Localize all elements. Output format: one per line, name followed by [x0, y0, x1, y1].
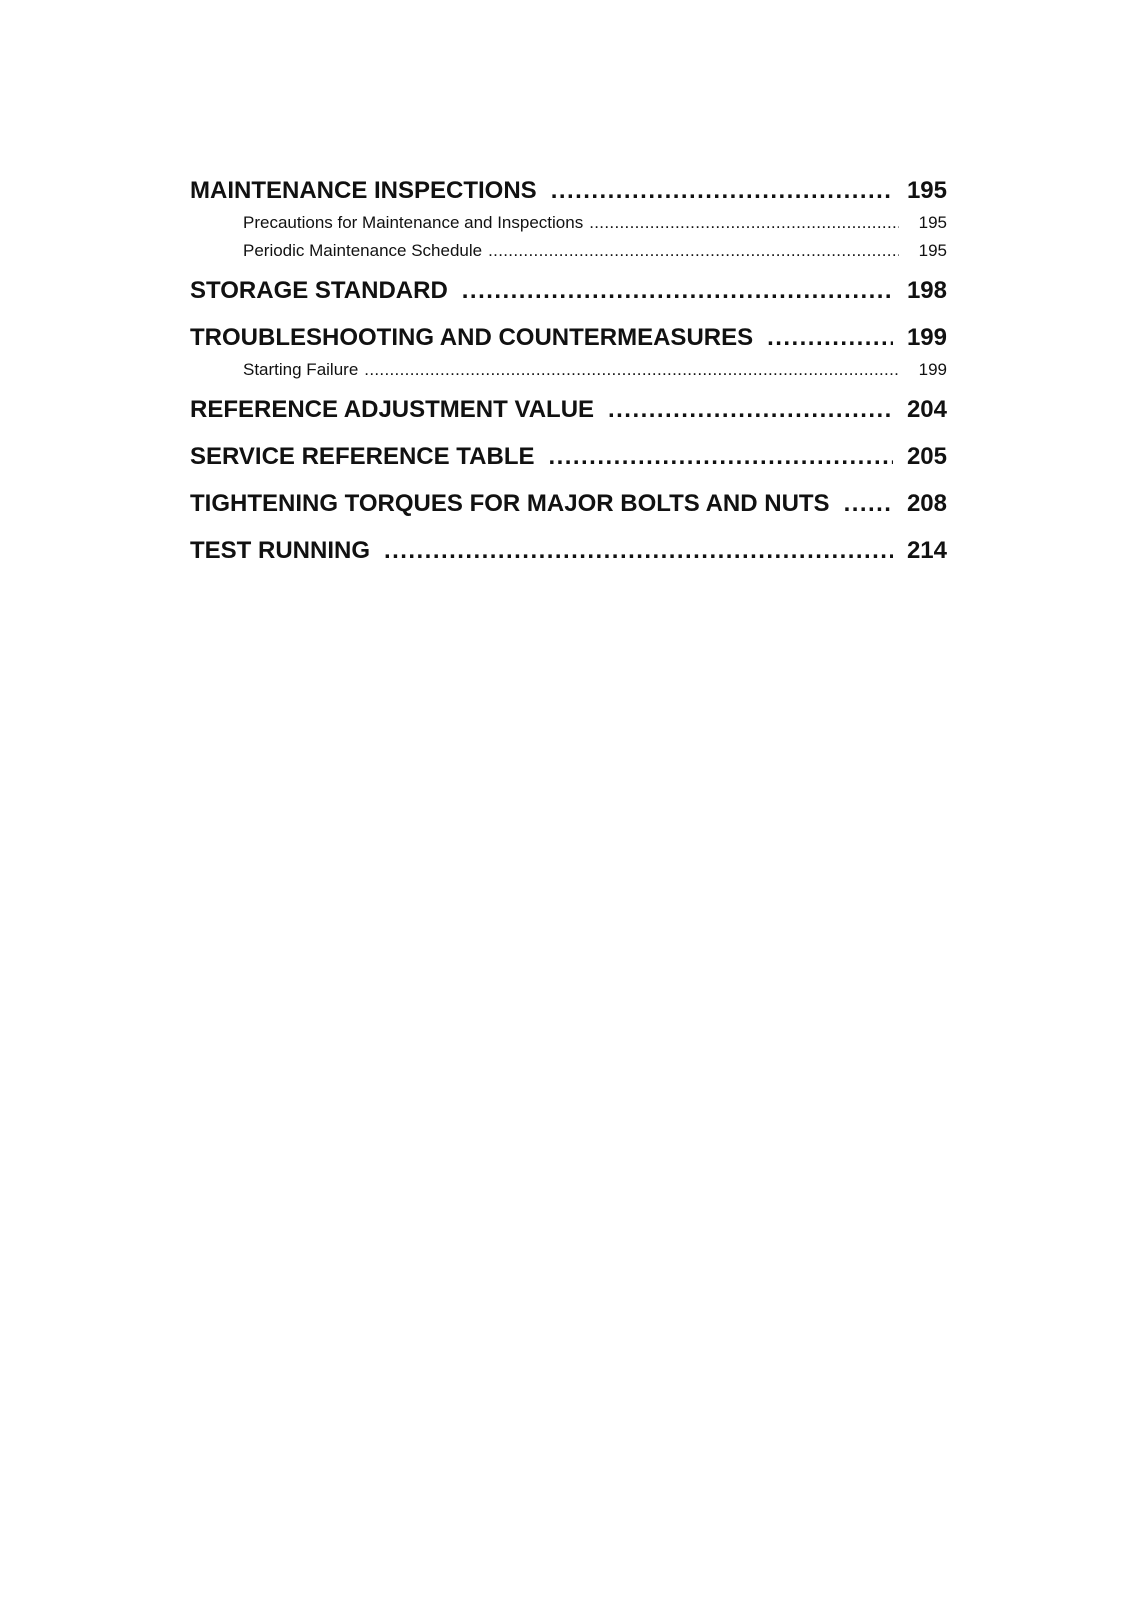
toc-entry-troubleshooting[interactable]: [190, 323, 947, 359]
toc-entry-service-reference-table[interactable]: [190, 442, 947, 489]
toc-subentry-page: 199: [918, 360, 947, 379]
toc-entry-page: 214: [906, 537, 947, 564]
dot-leader: [844, 489, 893, 519]
toc-entry-page: 208: [906, 490, 947, 517]
toc-entry-storage-standard[interactable]: [190, 276, 947, 323]
toc-subentry-title: Periodic Maintenance Schedule: [243, 241, 483, 260]
toc-entry-page: 205: [906, 443, 947, 470]
toc-entry-tightening-torques[interactable]: [190, 489, 947, 536]
toc-entry-title: STORAGE STANDARD: [190, 277, 448, 304]
toc-subentry-starting-failure[interactable]: [190, 359, 947, 387]
toc-subentry-page: 195: [918, 241, 947, 260]
toc-subentry-periodic-schedule[interactable]: [190, 240, 947, 268]
toc-entry-page: 204: [906, 396, 947, 423]
toc-entry-maintenance-inspections[interactable]: [190, 176, 947, 212]
dot-leader: [608, 395, 893, 425]
dot-leader: [462, 276, 893, 306]
dot-leader: [767, 323, 893, 353]
toc-entry-title: TIGHTENING TORQUES FOR MAJOR BOLTS AND NUTS: [190, 490, 830, 517]
toc-subentry-page: 195: [918, 213, 947, 232]
dot-leader: [551, 176, 893, 206]
dot-leader: [549, 442, 893, 472]
toc-entry-title: TROUBLESHOOTING AND COUNTERMEASURES: [190, 324, 754, 351]
dot-leader: [488, 240, 899, 262]
toc-entry-title: SERVICE REFERENCE TABLE: [190, 443, 535, 470]
spacer: [190, 268, 947, 276]
toc-entry-title: TEST RUNNING: [190, 537, 370, 564]
toc-entry-title: MAINTENANCE INSPECTIONS: [190, 177, 537, 204]
toc-entry-page: 199: [906, 324, 947, 351]
dot-leader: [364, 359, 898, 381]
spacer: [190, 387, 947, 395]
dot-leader: [589, 212, 898, 234]
toc-entry-reference-adjustment[interactable]: [190, 395, 947, 442]
toc-entry-page: 195: [906, 177, 947, 204]
toc-subentry-precautions[interactable]: [190, 212, 947, 240]
toc-subentry-title: Precautions for Maintenance and Inspections: [243, 213, 584, 232]
toc-entry-test-running[interactable]: [190, 536, 947, 583]
dot-leader: [384, 536, 893, 566]
toc-entry-page: 198: [906, 277, 947, 304]
toc-subentry-title: Starting Failure: [243, 360, 359, 379]
table-of-contents: [190, 176, 947, 583]
toc-entry-title: REFERENCE ADJUSTMENT VALUE: [190, 396, 595, 423]
